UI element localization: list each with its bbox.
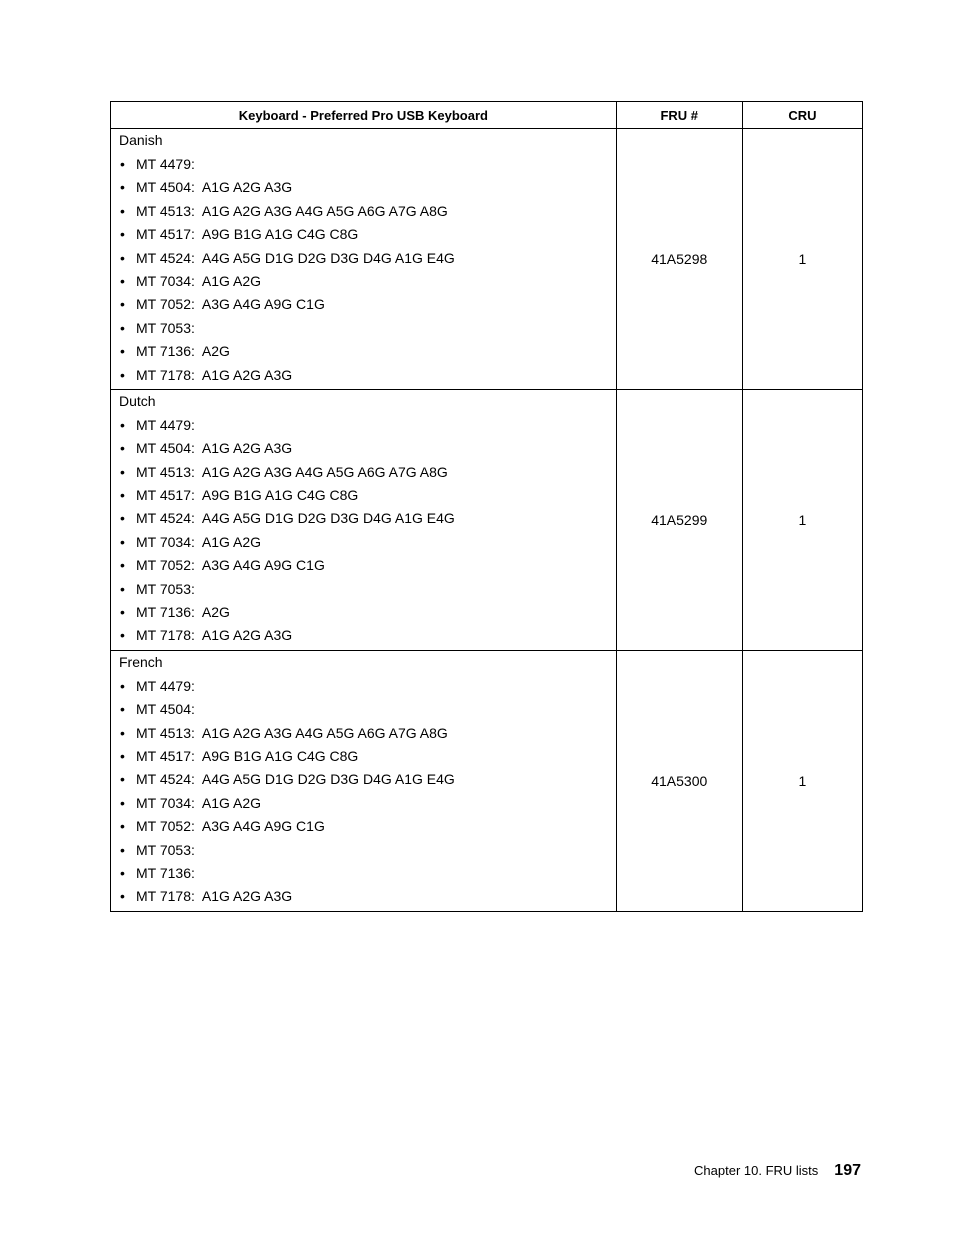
bullet-icon: •: [120, 156, 125, 172]
table-header-row: [111, 102, 863, 129]
machine-type-text: MT 7052: A3G A4G A9G C1G: [136, 557, 325, 574]
list-item: [111, 554, 616, 577]
list-item: [111, 340, 616, 363]
machine-type-text: MT 7034: A1G A2G: [136, 272, 262, 289]
machine-type-text: MT 4517: A9G B1G A1G C4G C8G: [136, 487, 359, 504]
machine-type-text: MT 7053:: [136, 580, 195, 597]
machine-type-text: MT 4504: A1G A2G A3G: [136, 440, 293, 457]
bullet-icon: •: [120, 533, 125, 550]
bullet-icon: •: [120, 272, 125, 289]
machine-type-text: MT 4524: A4G A5G D1G D2G D3G D4G A1G E4G: [136, 249, 455, 266]
header-fru: FRU #: [616, 102, 742, 129]
machine-type-text: MT 7178: A1G A2G A3G: [136, 366, 293, 383]
list-item: [111, 223, 616, 246]
description-cell: [111, 650, 617, 911]
bullet-icon: •: [120, 366, 125, 383]
list-item: [111, 507, 616, 530]
header-description: Keyboard - Preferred Pro USB Keyboard: [111, 102, 617, 129]
machine-type-text: MT 4513: A1G A2G A3G A4G A5G A6G A7G A8G: [136, 202, 448, 219]
fru-number-cell: 41A5299: [616, 389, 742, 650]
chapter-title: Chapter 10. FRU lists: [694, 1163, 819, 1178]
fru-table: [110, 101, 863, 912]
list-item: [111, 601, 616, 624]
machine-type-text: MT 4513: A1G A2G A3G A4G A5G A6G A7G A8G: [136, 463, 448, 480]
header-cru: CRU: [742, 102, 862, 129]
bullet-icon: •: [120, 701, 125, 718]
bullet-icon: •: [120, 202, 125, 219]
list-item: [111, 768, 616, 791]
list-item: [111, 437, 616, 460]
list-item: [111, 839, 616, 862]
bullet-icon: •: [120, 510, 125, 527]
machine-type-list: [111, 414, 616, 650]
bullet-icon: •: [120, 226, 125, 243]
bullet-icon: •: [120, 771, 125, 788]
list-item: [111, 461, 616, 484]
bullet-icon: •: [120, 557, 125, 574]
table-row: [111, 129, 863, 390]
machine-type-text: MT 4524: A4G A5G D1G D2G D3G D4G A1G E4G: [136, 771, 455, 788]
list-item: [111, 364, 616, 387]
bullet-icon: •: [120, 296, 125, 313]
list-item: [111, 176, 616, 199]
machine-type-text: MT 4513: A1G A2G A3G A4G A5G A6G A7G A8G: [136, 724, 448, 741]
bullet-icon: •: [120, 463, 125, 480]
table-body: [111, 129, 863, 912]
bullet-icon: •: [120, 864, 125, 881]
machine-type-text: MT 7136:: [136, 864, 195, 881]
list-item: [111, 862, 616, 885]
description-cell: [111, 389, 617, 650]
fru-number-cell: 41A5300: [616, 650, 742, 911]
bullet-icon: •: [120, 249, 125, 266]
machine-type-text: MT 7136: A2G: [136, 604, 230, 621]
list-item: [111, 414, 616, 437]
bullet-icon: •: [120, 747, 125, 764]
machine-type-text: MT 7034: A1G A2G: [136, 533, 262, 550]
bullet-icon: •: [120, 319, 125, 336]
list-item: [111, 531, 616, 554]
list-item: [111, 484, 616, 507]
table-row: [111, 650, 863, 911]
machine-type-list: [111, 153, 616, 389]
machine-type-text: MT 7136: A2G: [136, 343, 230, 360]
language-name: Danish: [119, 132, 163, 148]
bullet-icon: •: [120, 179, 125, 196]
machine-type-text: MT 7052: A3G A4G A9G C1G: [136, 296, 325, 313]
list-item: [111, 722, 616, 745]
machine-type-text: MT 4504:: [136, 701, 195, 718]
list-item: [111, 675, 616, 698]
list-item: [111, 153, 616, 176]
machine-type-text: MT 4524: A4G A5G D1G D2G D3G D4G A1G E4G: [136, 510, 455, 527]
machine-type-text: MT 4479:: [136, 156, 195, 172]
machine-type-text: MT 7053:: [136, 319, 195, 336]
list-item: [111, 885, 616, 908]
machine-type-text: MT 4479:: [136, 416, 195, 433]
bullet-icon: •: [120, 841, 125, 858]
machine-type-text: MT 7053:: [136, 841, 195, 858]
list-item: [111, 745, 616, 768]
list-item: [111, 815, 616, 838]
machine-type-text: MT 4517: A9G B1G A1G C4G C8G: [136, 747, 359, 764]
bullet-icon: •: [120, 604, 125, 621]
list-item: [111, 624, 616, 647]
language-name: French: [119, 653, 163, 670]
table-row: [111, 389, 863, 650]
machine-type-text: MT 7178: A1G A2G A3G: [136, 627, 293, 644]
machine-type-text: MT 4504: A1G A2G A3G: [136, 179, 293, 196]
list-item: [111, 200, 616, 223]
list-item: [111, 270, 616, 293]
list-item: [111, 698, 616, 721]
language-name: Dutch: [119, 392, 156, 409]
bullet-icon: •: [120, 487, 125, 504]
bullet-icon: •: [120, 416, 125, 433]
machine-type-list: [111, 675, 616, 911]
list-item: [111, 293, 616, 316]
machine-type-text: MT 4517: A9G B1G A1G C4G C8G: [136, 226, 359, 243]
bullet-icon: •: [120, 580, 125, 597]
description-cell: [111, 129, 617, 390]
list-item: [111, 578, 616, 601]
machine-type-text: MT 7034: A1G A2G: [136, 794, 262, 811]
bullet-icon: •: [120, 343, 125, 360]
bullet-icon: •: [120, 888, 125, 905]
list-item: [111, 247, 616, 270]
bullet-icon: •: [120, 677, 125, 694]
machine-type-text: MT 7178: A1G A2G A3G: [136, 888, 293, 905]
machine-type-text: MT 7052: A3G A4G A9G C1G: [136, 818, 325, 835]
bullet-icon: •: [120, 818, 125, 835]
bullet-icon: •: [120, 794, 125, 811]
cru-tier-cell: 1: [742, 129, 862, 390]
machine-type-text: MT 4479:: [136, 677, 195, 694]
list-item: [111, 792, 616, 815]
list-item: [111, 317, 616, 340]
bullet-icon: •: [120, 440, 125, 457]
fru-number-cell: 41A5298: [616, 129, 742, 390]
cru-tier-cell: 1: [742, 650, 862, 911]
page-footer: [694, 1162, 861, 1180]
cru-tier-cell: 1: [742, 389, 862, 650]
bullet-icon: •: [120, 627, 125, 644]
page-number: 197: [834, 1162, 861, 1179]
bullet-icon: •: [120, 724, 125, 741]
